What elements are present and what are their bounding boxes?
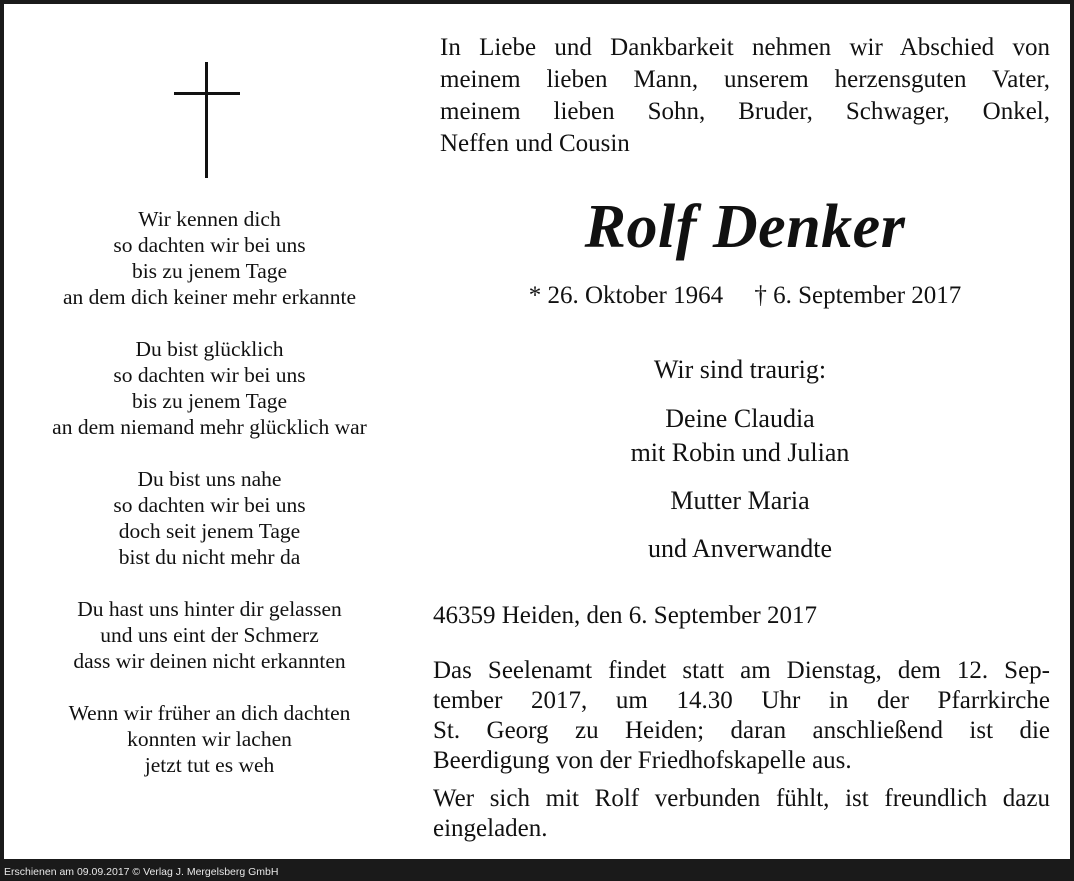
poem-stanza-2 (12, 336, 407, 440)
mourner-line: mit Robin und Julian (630, 438, 850, 467)
intro-line: meinem lieben Sohn, Bruder, Schwager, Onkel, (440, 98, 1050, 125)
poem-line: bist du nicht mehr da (118, 545, 301, 569)
poem-line: Du hast uns hinter dir gelassen (77, 597, 342, 621)
poem-line: so dachten wir bei uns (113, 233, 306, 257)
poem-stanza-1 (12, 206, 407, 310)
invitation-line: Wer sich mit Rolf verbunden fühlt, ist freundlich dazu (433, 785, 1050, 812)
poem-line: dass wir deinen nicht erkannten (73, 649, 346, 673)
poem-line: Du bist uns nahe (137, 467, 282, 491)
poem-line: so dachten wir bei uns (113, 363, 306, 387)
intro-line: Neffen und Cousin (440, 130, 630, 157)
poem-line: doch seit jenem Tage (118, 519, 301, 543)
service-line: Das Seelenamt findet statt am Dienstag, dem 12. Sep- (433, 657, 1050, 684)
poem (12, 206, 407, 804)
invitation-line: eingeladen. (433, 815, 548, 842)
publisher-footer: Erschienen am 09.09.2017 © Verlag J. Mergelsberg GmbH (4, 866, 279, 878)
poem-line: Du bist glücklich (135, 337, 284, 361)
intro-text (440, 32, 1050, 160)
poem-stanza-5 (12, 700, 407, 778)
life-dates: * 26. Oktober 1964 † 6. September 2017 (528, 282, 962, 309)
poem-line: bis zu jenem Tage (131, 389, 288, 413)
mourner-relatives: und Anverwandte (647, 534, 833, 563)
intro-line: meinem lieben Mann, unserem herzensguten Vater, (440, 66, 1050, 93)
poem-line: so dachten wir bei uns (113, 493, 306, 517)
poem-line: konnten wir lachen (127, 727, 292, 751)
obituary-notice (4, 4, 1070, 859)
poem-line: und uns eint der Schmerz (100, 623, 319, 647)
poem-line: an dem niemand mehr glücklich war (52, 415, 367, 439)
service-line: tember 2017, um 14.30 Uhr in der Pfarrkirche (433, 687, 1050, 714)
deceased-name: Rolf Denker (584, 193, 906, 261)
mourner-line: Deine Claudia (665, 404, 815, 433)
poem-line: jetzt tut es weh (144, 753, 275, 777)
poem-line: Wenn wir früher an dich dachten (68, 701, 351, 725)
place-date: 46359 Heiden, den 6. September 2017 (433, 602, 817, 629)
poem-stanza-3 (12, 466, 407, 570)
service-line: Beerdigung von der Friedhofskapelle aus. (433, 747, 852, 774)
poem-line: Wir kennen dich (138, 207, 281, 231)
mourners-label: Wir sind traurig: (653, 355, 827, 384)
poem-line: bis zu jenem Tage (131, 259, 288, 283)
mourner-mother: Mutter Maria (670, 486, 810, 515)
invitation (433, 784, 1050, 844)
cross-icon (174, 62, 240, 178)
poem-stanza-4 (12, 596, 407, 674)
intro-line: In Liebe und Dankbarkeit nehmen wir Abschied von (440, 34, 1050, 61)
service-notice (433, 656, 1050, 776)
poem-line: an dem dich keiner mehr erkannte (62, 285, 357, 309)
service-line: St. Georg zu Heiden; daran anschließend ist die (433, 717, 1050, 744)
mourners (440, 354, 1040, 566)
